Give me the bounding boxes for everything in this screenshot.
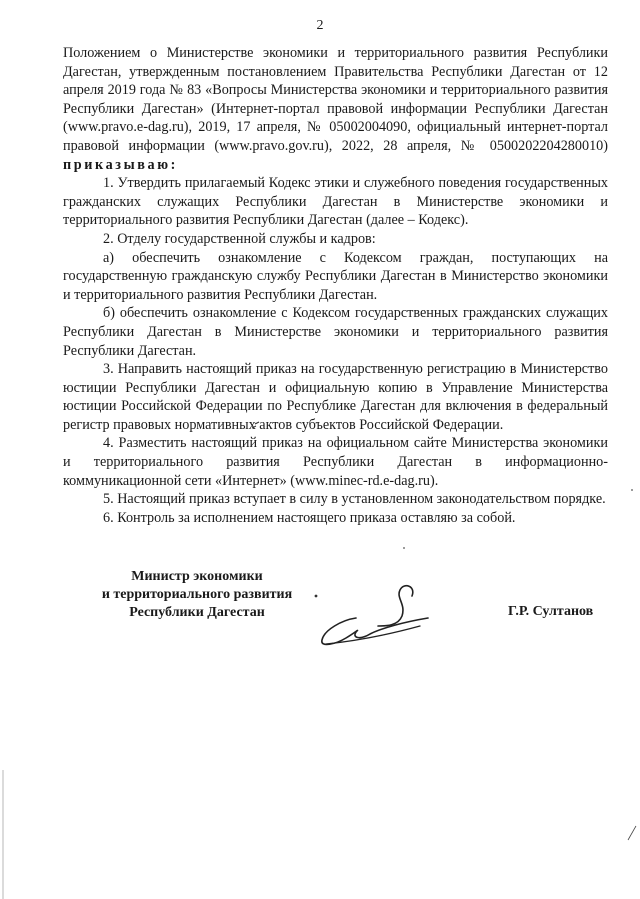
document-body bbox=[63, 44, 608, 527]
paragraph-item-2: 2. Отделу государственной службы и кадров: bbox=[103, 230, 376, 247]
paragraph-item-4: 4. Разместить настоящий приказ на официальном сайте Министерства экономики и территориального развития Республики Дагестан в информационно-коммуникационной сети «Интернет» (www.minec-rd.e-dag.ru). bbox=[63, 435, 608, 489]
signatory-name: Г.Р. Султанов bbox=[508, 604, 594, 619]
paragraph-item-6: 6. Контроль за исполнением настоящего приказа оставляю за собой. bbox=[103, 509, 516, 526]
paragraph-preamble bbox=[63, 44, 608, 174]
handwritten-signature-icon bbox=[316, 582, 436, 654]
signatory-title-line: Министр экономики bbox=[131, 569, 263, 584]
preamble-text: Положением о Министерстве экономики и территориального развития Республики Дагестан, утвержденным постановлением Правительства Республики Дагестан от 12 апреля 2019 года № 83 «Вопросы Министерства экономики и территориального развития Республики Дагестан» (Интернет-портал правовой информации Республики Дагестан (www.pravo.e-dag.ru), 2019, 17 апреля, № 05002004090, официальный интернет-портал правовой информации (www.pravo.gov.ru), 2022, 28 апреля, № 0500202204280010) bbox=[63, 45, 608, 154]
paragraph-item-2a: а) обеспечить ознакомление с Кодексом граждан, поступающих на государственную гражданскую службу Республики Дагестан в Министерство экономики и территориального развития Республики Дагестан. bbox=[63, 249, 608, 303]
paragraph-item-3: 3. Направить настоящий приказ на государственную регистрацию в Министерство юстиции Республики Дагестан и официальную копию в Управление Министерства юстиции Российской Федерации по Республике Дагестан для включения в федеральный регистр правовых нормативных актов субъектов Российской Федерации. bbox=[63, 361, 608, 433]
order-keyword: приказываю: bbox=[63, 156, 178, 173]
paragraph-item-1: 1. Утвердить прилагаемый Кодекс этики и служебного поведения государственных гражданских служащих Республики Дагестан в Министерстве экономики и территориального развития Республики Дагестан (далее – Кодекс). bbox=[63, 175, 608, 229]
signatory-title bbox=[72, 568, 322, 623]
page-number: 2 bbox=[316, 18, 324, 33]
paragraph-item-5: 5. Настоящий приказ вступает в силу в установленном законодательством порядке. bbox=[103, 491, 606, 508]
paragraph-item-2b: б) обеспечить ознакомление с Кодексом государственных гражданских служащих Республики Дагестан в Министерстве экономики и территориального развития Республики Дагестан. bbox=[63, 305, 608, 359]
signatory-title-line: Республики Дагестан bbox=[129, 605, 265, 621]
signature-block bbox=[0, 568, 640, 658]
signatory-title-line: и территориального развития bbox=[101, 587, 293, 603]
